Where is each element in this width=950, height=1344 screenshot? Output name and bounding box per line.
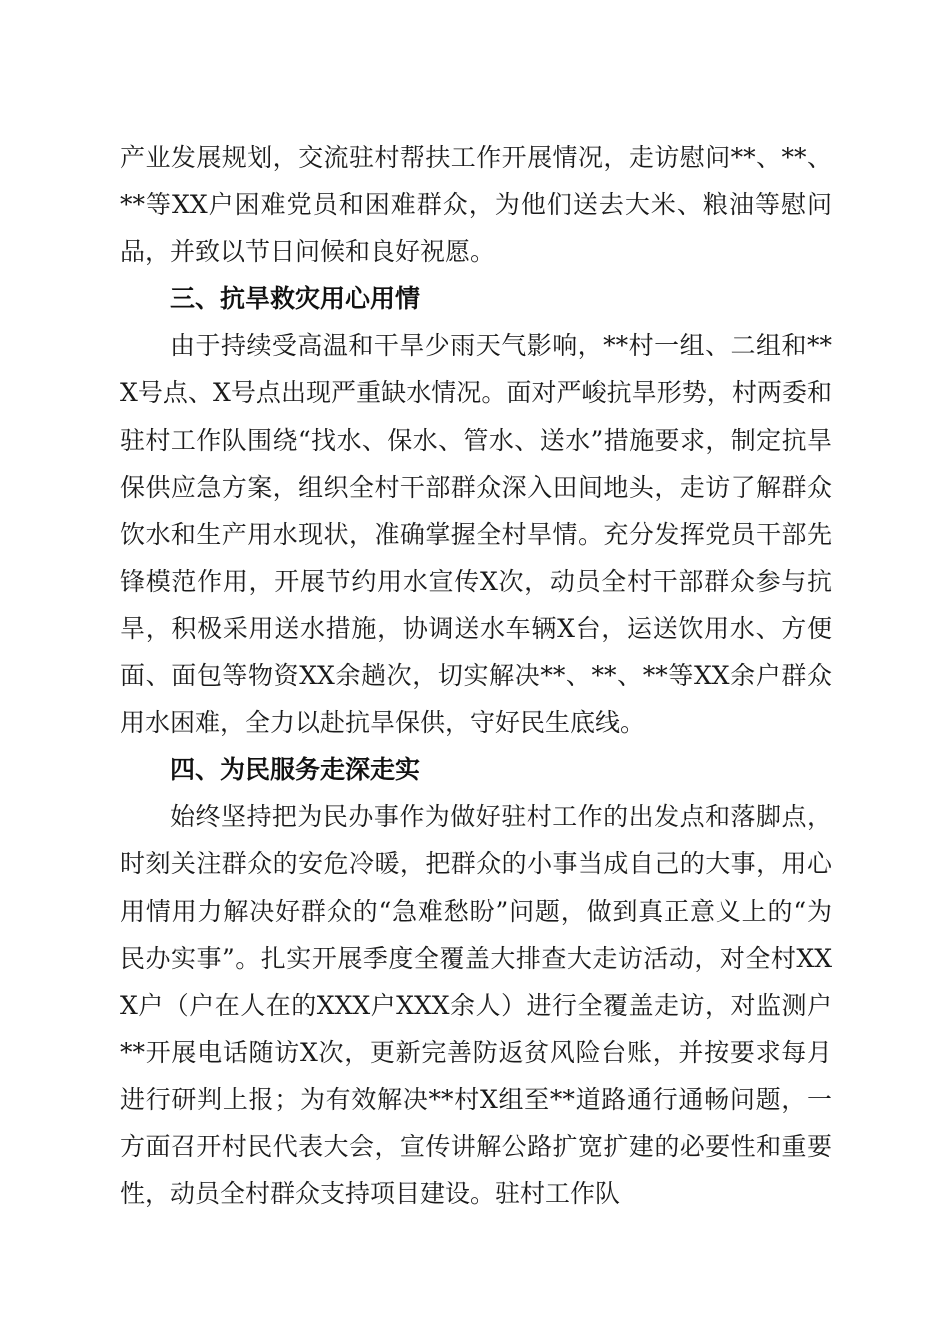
section-heading-4: 四、为民服务走深走实 [170, 755, 421, 785]
paragraph-drought-relief: 由于持续受高温和干旱少雨天气影响，**村一组、二组和**X号点、X号点出现严重缺水情况。面对严峻抗旱形势，村两委和驻村工作队围绕“找水、保水、管水、送水”措施要求，制定抗旱保供应急方案，组织全村干部群众深入田间地头，走访了解群众饮水和生产用水现状，准确掌握全村旱情。充分发挥党员干部先锋模范作用，开展节约用水宣传X次，动员全村干部群众参与抗旱，积极采用送水措施，协调送水车辆X台，运送饮用水、方便面、面包等物资XX余趟次，切实解决**、**、**等XX余户群众用水困难，全力以赴抗旱保供，守好民生底线。 [120, 331, 832, 738]
document-body [120, 134, 832, 1217]
paragraph-continued: 产业发展规划，交流驻村帮扶工作开展情况，走访慰问**、**、**等XX户困难党员和困难群众，为他们送去大米、粮油等慰问品，并致以节日问候和良好祝愿。 [120, 143, 832, 267]
paragraph-public-service: 始终坚持把为民办事作为做好驻村工作的出发点和落脚点，时刻关注群众的安危冷暖，把群众的小事当成自己的大事，用心用情用力解决好群众的“急难愁盼”问题，做到真正意义上的“为民办实事”。扎实开展季度全覆盖大排查大走访活动，对全村XXX户（户在人在的XXX户XXX余人）进行全覆盖走访，对监测户**开展电话随访X次，更新完善防返贫风险台账，并按要求每月进行研判上报；为有效解决**村X组至**道路通行通畅问题，一方面召开村民代表大会，宣传讲解公路扩宽扩建的必要性和重要性，动员全村群众支持项目建设。驻村工作队 [120, 802, 832, 1209]
section-heading-3: 三、抗旱救灾用心用情 [170, 284, 421, 314]
